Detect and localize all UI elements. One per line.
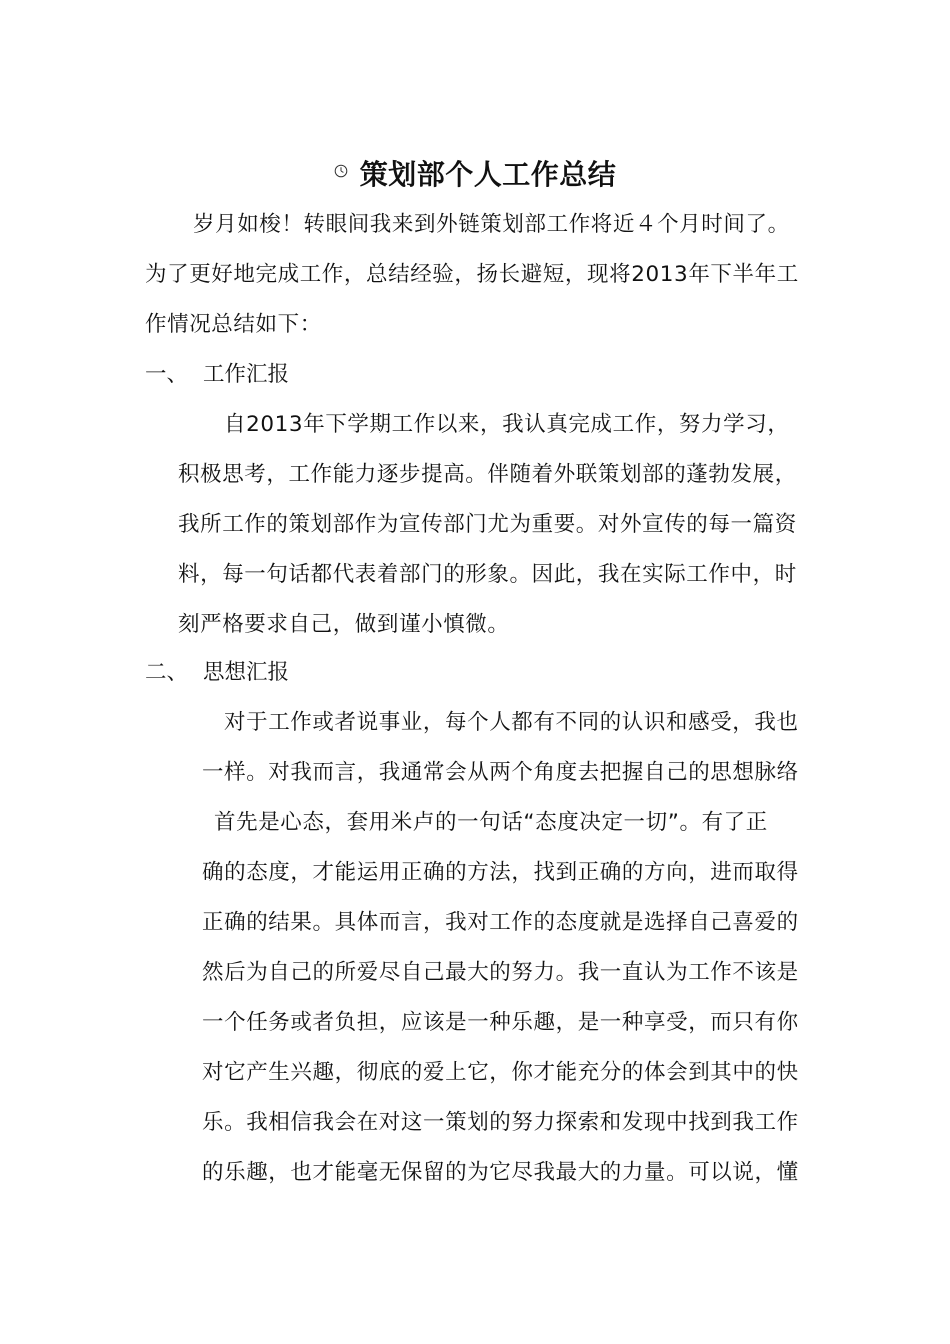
section-line: 对它产生兴趣，彻底的爱上它，你才能充分的体会到其中的快 [202,1060,799,1085]
section-line: 一样。对我而言，我通常会从两个角度去把握自己的思想脉络 [202,760,799,785]
section-number: 二、 [145,660,189,685]
section-line: 然后为自己的所爱尽自己最大的努力。我一直认为工作不该是 [202,960,799,985]
section-line: 料，每一句话都代表着部门的形象。因此，我在实际工作中，时 [178,562,797,587]
section-heading: 工作汇报 [203,362,290,387]
clock-icon [334,163,348,177]
section-line: 乐。我相信我会在对这一策划的努力探索和发现中找到我工作 [202,1110,799,1135]
section-number: 一、 [145,362,189,387]
section-heading: 思想汇报 [203,660,290,685]
section-line: 对于工作或者说事业，每个人都有不同的认识和感受，我也 [224,710,799,735]
intro-line: 岁月如梭！转眼间我来到外链策划部工作将近４个月时间了。 [193,212,790,237]
section-line: 正确的结果。具体而言，我对工作的态度就是选择自己喜爱的 [202,910,799,935]
section-line: 积极思考，工作能力逐步提高。伴随着外联策划部的蓬勃发展， [178,462,797,487]
section-line: 自2013年下学期工作以来，我认真完成工作，努力学习， [224,412,790,437]
section-line: 刻严格要求自己，做到谨小慎微。 [178,612,510,637]
intro-line: 作情况总结如下： [145,312,322,337]
document-title: 策划部个人工作总结 [359,158,617,191]
section-line: 首先是心态，套用米卢的一句话“态度决定一切”。有了正 [214,810,768,835]
section-line: 的乐趣，也才能毫无保留的为它尽我最大的力量。可以说，懂 [202,1160,799,1185]
section-line: 确的态度，才能运用正确的方法，找到正确的方向，进而取得 [202,860,799,885]
section-line: 我所工作的策划部作为宣传部门尤为重要。对外宣传的每一篇资 [178,512,797,537]
section-line: 一个任务或者负担，应该是一种乐趣，是一种享受，而只有你 [202,1010,799,1035]
title-row [0,153,950,197]
intro-line: 为了更好地完成工作，总结经验，扬长避短，现将2013年下半年工 [145,262,799,287]
